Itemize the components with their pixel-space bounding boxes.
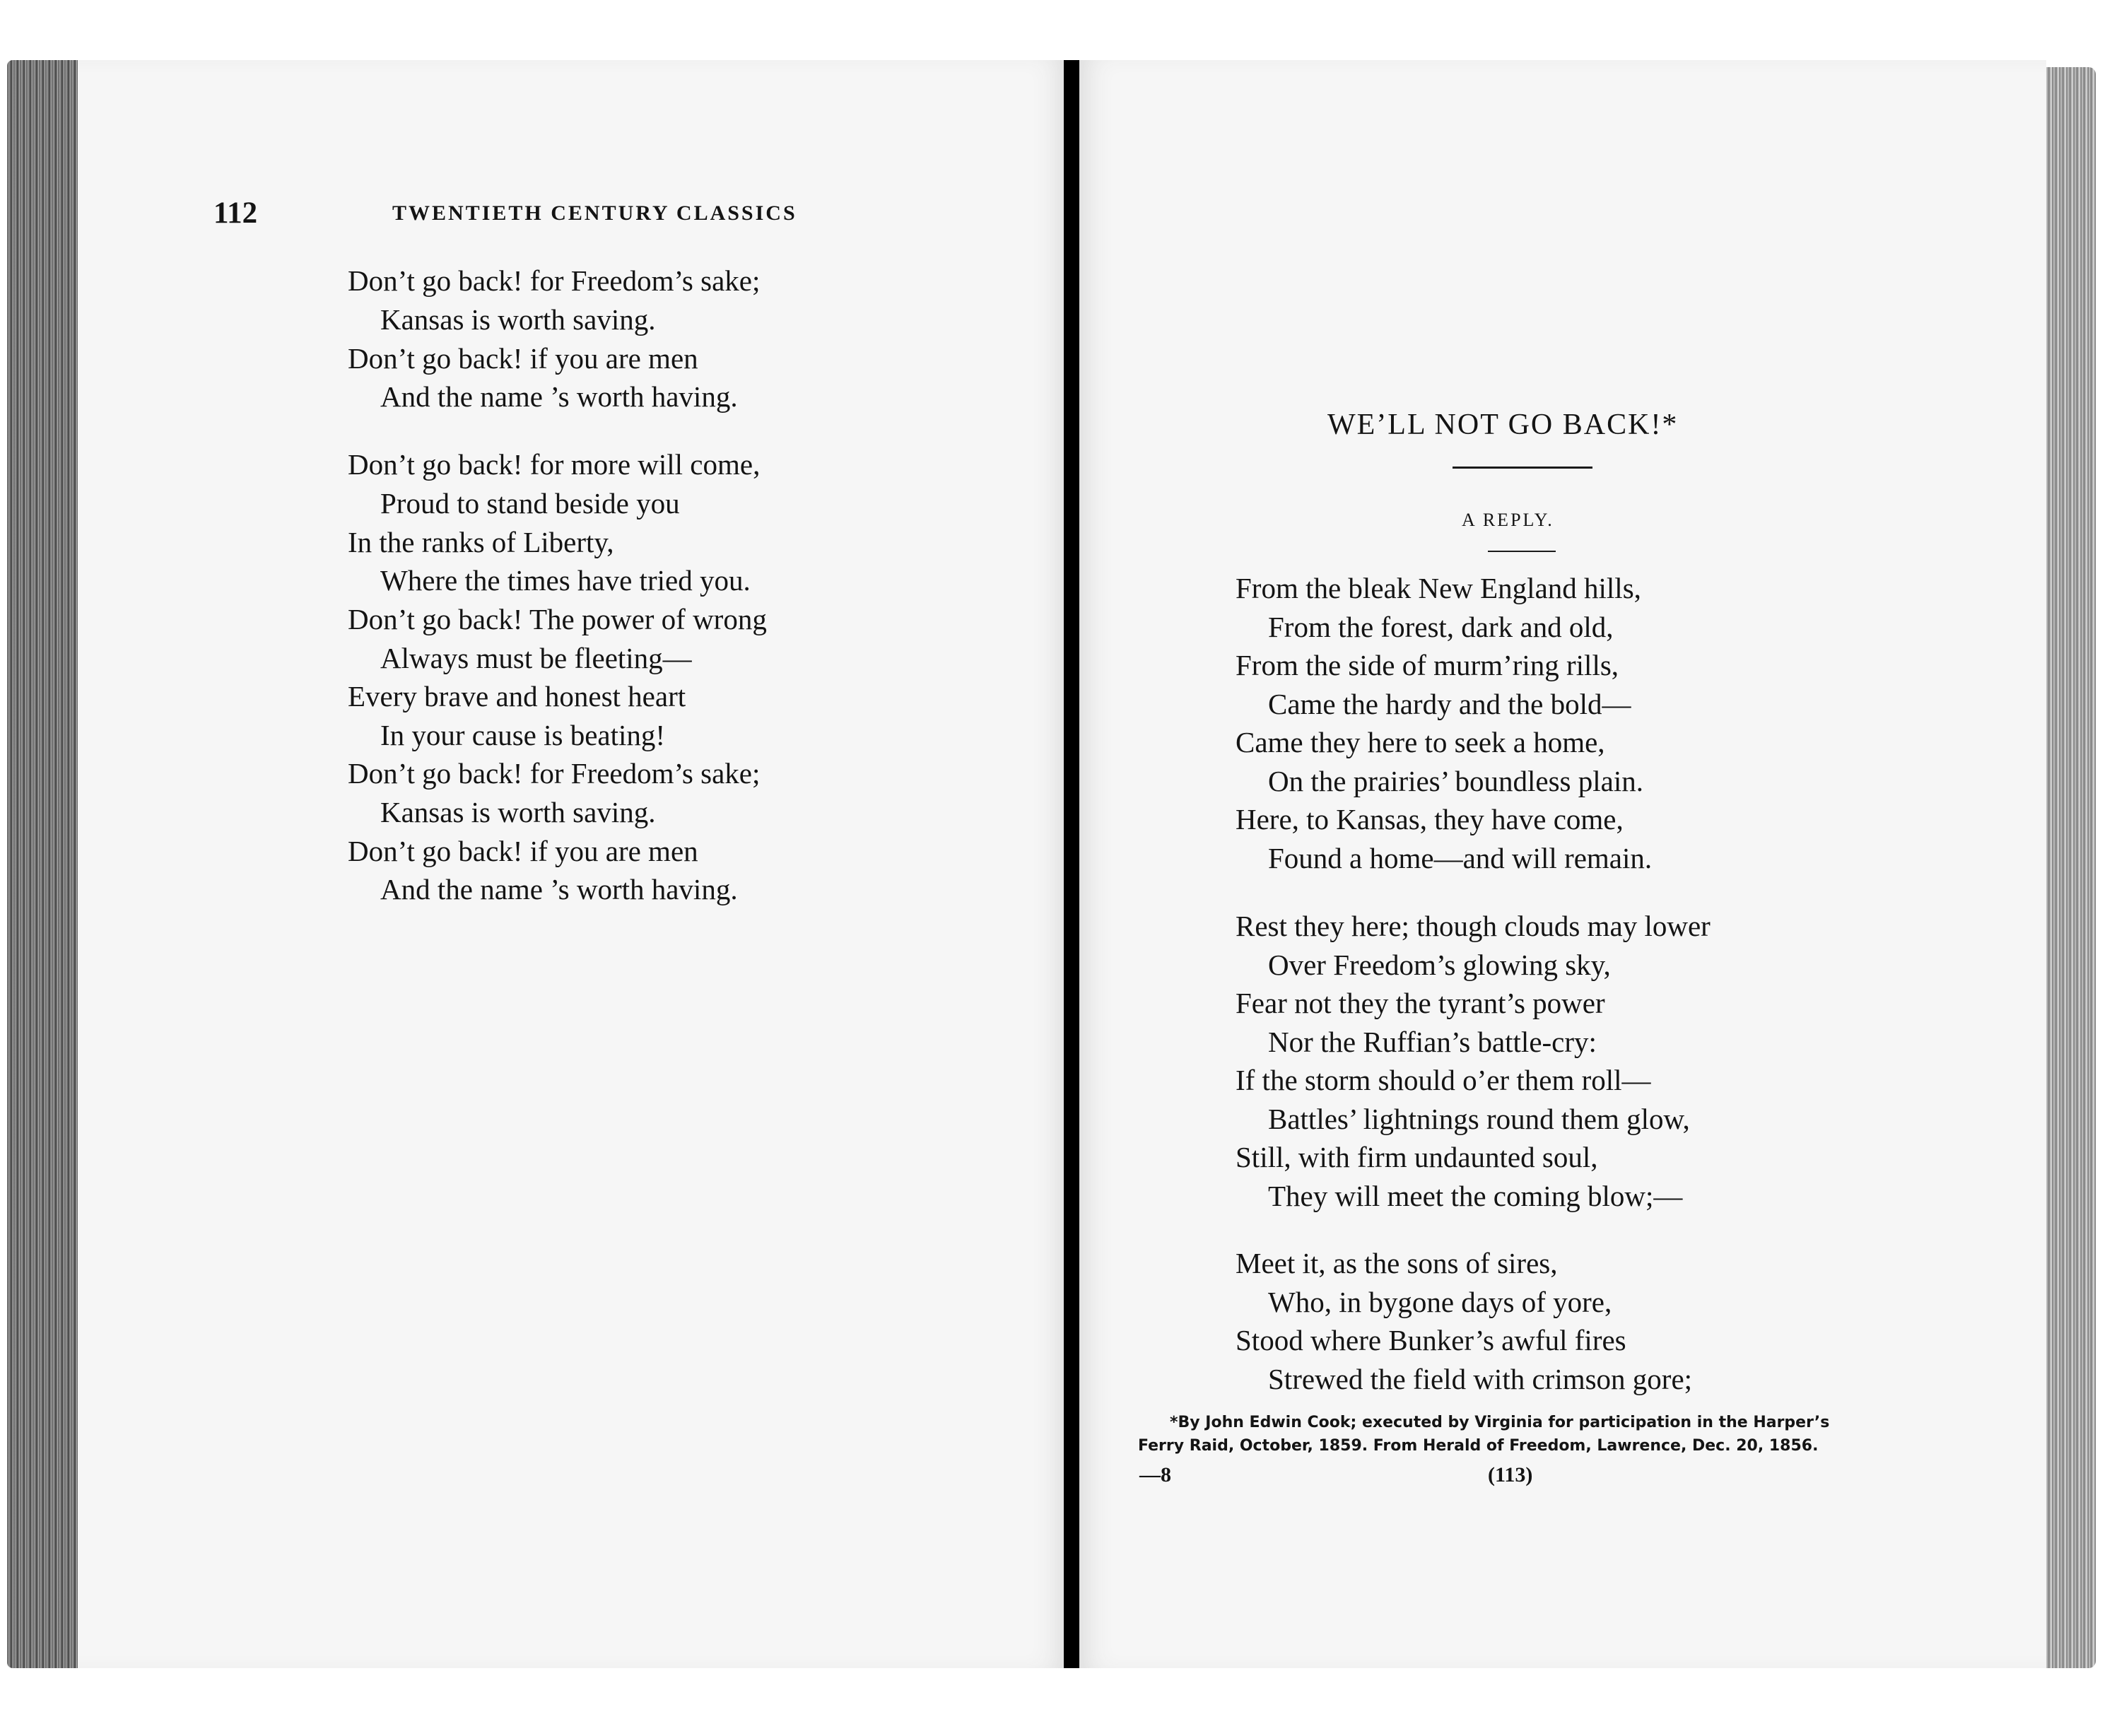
right-line-7: Here, to Kansas, they have come, — [1236, 803, 1624, 835]
right-line-18: Who, in bygone days of yore, — [1268, 1286, 1612, 1318]
right-line-10: Over Freedom’s glowing sky, — [1268, 949, 1611, 981]
book-gutter — [1064, 60, 1079, 1668]
right-line-15: Still, with firm undaunted soul, — [1236, 1141, 1598, 1173]
left-line-12: In your cause is beating! — [380, 719, 666, 751]
signature-mark: —8 — [1139, 1463, 1171, 1486]
poem-title: WE’LL NOT GO BACK!* — [1327, 409, 1679, 441]
right-line-13: If the storm should o’er them roll— — [1236, 1064, 1651, 1096]
left-line-16: And the name ’s worth having. — [380, 873, 738, 905]
right-line-20: Strewed the field with crimson gore; — [1268, 1363, 1693, 1395]
right-line-17: Meet it, as the sons of sires, — [1236, 1247, 1558, 1279]
left-line-8: Where the times have tried you. — [380, 564, 751, 597]
left-line-1: Don’t go back! for Freedom’s sake; — [348, 264, 761, 297]
left-line-4: And the name ’s worth having. — [380, 380, 738, 413]
title-rule — [1453, 467, 1592, 469]
book-edge-right — [2039, 67, 2096, 1668]
right-line-5: Came they here to seek a home, — [1236, 726, 1605, 758]
right-line-3: From the side of murm’ring rills, — [1236, 649, 1619, 681]
right-line-14: Battles’ lightnings round them glow, — [1268, 1103, 1690, 1135]
left-line-10: Always must be fleeting— — [380, 642, 692, 674]
right-page-number: (113) — [1488, 1463, 1533, 1486]
right-line-4: Came the hardy and the bold— — [1268, 688, 1631, 720]
running-head: TWENTIETH CENTURY CLASSICS — [392, 201, 797, 225]
right-line-16: They will meet the coming blow;— — [1268, 1180, 1683, 1212]
right-line-1: From the bleak New England hills, — [1236, 572, 1641, 604]
right-line-9: Rest they here; though clouds may lower — [1236, 910, 1711, 942]
subtitle-rule — [1488, 551, 1556, 552]
left-line-2: Kansas is worth saving. — [380, 303, 656, 336]
left-line-9: Don’t go back! The power of wrong — [348, 603, 767, 635]
right-line-2: From the forest, dark and old, — [1268, 611, 1614, 643]
left-line-5: Don’t go back! for more will come, — [348, 448, 761, 481]
left-line-14: Kansas is worth saving. — [380, 796, 656, 828]
left-line-15: Don’t go back! if you are men — [348, 835, 698, 867]
left-line-7: In the ranks of Liberty, — [348, 526, 614, 558]
left-line-11: Every brave and honest heart — [348, 680, 686, 712]
right-line-11: Fear not they the tyrant’s power — [1236, 987, 1605, 1019]
right-line-12: Nor the Ruffian’s battle-cry: — [1268, 1026, 1597, 1058]
right-line-8: Found a home—and will remain. — [1268, 842, 1653, 874]
left-page-number: 112 — [213, 197, 258, 230]
left-line-3: Don’t go back! if you are men — [348, 342, 698, 375]
book-edge-left — [7, 60, 85, 1668]
right-line-19: Stood where Bunker’s awful fires — [1236, 1324, 1626, 1356]
left-line-13: Don’t go back! for Freedom’s sake; — [348, 757, 761, 790]
left-line-6: Proud to stand beside you — [380, 487, 680, 520]
poem-subtitle: A REPLY. — [1462, 510, 1554, 530]
footnote-line-2: Ferry Raid, October, 1859. From Herald of Freedom, Lawrence, Dec. 20, 1856. — [1138, 1437, 1819, 1455]
right-line-6: On the prairies’ boundless plain. — [1268, 765, 1643, 797]
footnote-line-1: *By John Edwin Cook; executed by Virginia for participation in the Harper’s — [1170, 1414, 1830, 1431]
